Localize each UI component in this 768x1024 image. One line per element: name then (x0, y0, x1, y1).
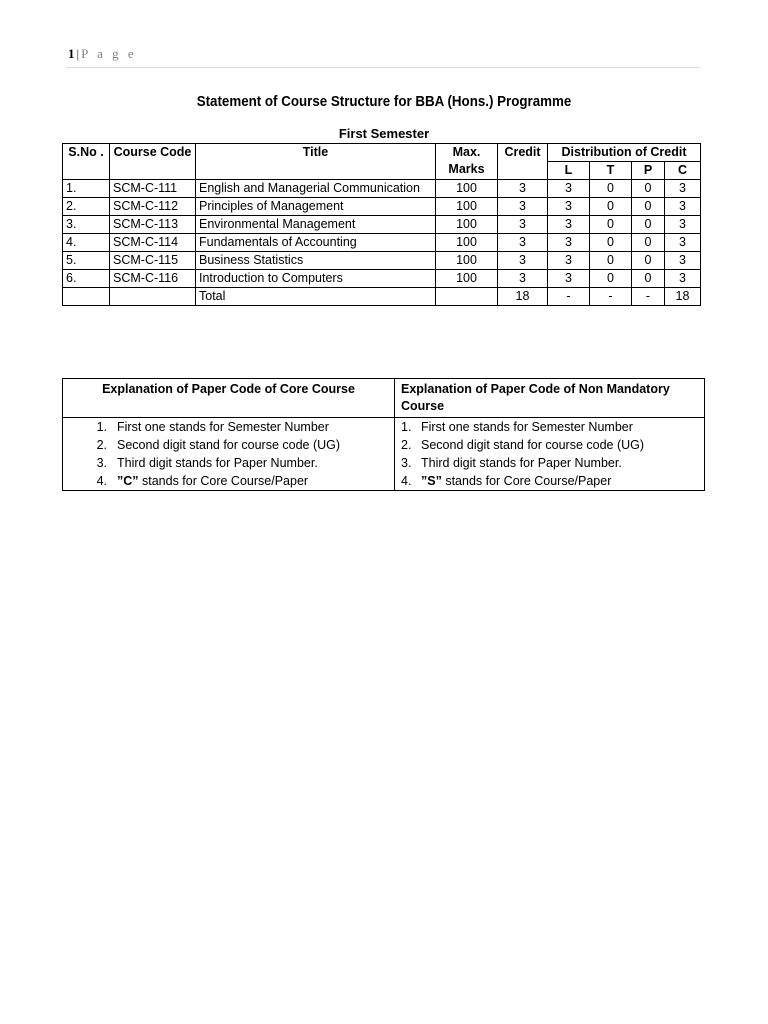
list-number: 2. (96, 438, 107, 452)
list-text: Third digit stands for Paper Number. (117, 456, 318, 470)
list-number: 4. (401, 474, 412, 488)
cell-credit: 3 (498, 198, 548, 216)
header-p: P (632, 162, 665, 180)
document-title: Statement of Course Structure for BBA (Hons.) Programme (196, 94, 572, 110)
table-row (63, 180, 701, 198)
cell-code: SCM-C-113 (110, 216, 196, 234)
cell-title: Principles of Management (196, 198, 436, 216)
cell-credit: 3 (498, 270, 548, 288)
table-row (63, 270, 701, 288)
cell-credit: 3 (498, 234, 548, 252)
table-row (63, 252, 701, 270)
cell-l: 3 (548, 234, 590, 252)
cell-l: - (548, 288, 590, 306)
cell-code (110, 288, 196, 306)
cell-marks: 100 (436, 252, 498, 270)
course-table-body (63, 180, 701, 306)
cell-code: SCM-C-115 (110, 252, 196, 270)
cell-l: 3 (548, 198, 590, 216)
cell-c: 3 (665, 216, 701, 234)
total-row (63, 288, 701, 306)
cell-c: 3 (665, 270, 701, 288)
cell-p: 0 (632, 216, 665, 234)
header-t: T (590, 162, 632, 180)
cell-sno: 2. (63, 198, 110, 216)
page-separator: | (76, 46, 80, 61)
list-item (69, 472, 388, 490)
cell-title: English and Managerial Communication (196, 180, 436, 198)
cell-c: 18 (665, 288, 701, 306)
list-number: 4. (96, 474, 107, 488)
header-title: Title (196, 144, 436, 180)
list-text: First one stands for Semester Number (421, 420, 633, 434)
cell-title: Business Statistics (196, 252, 436, 270)
code-letter: ”C” (117, 474, 139, 488)
list-item (401, 418, 698, 436)
list-text: Third digit stands for Paper Number. (421, 456, 622, 470)
header-c: C (665, 162, 701, 180)
page-number: 1 (68, 46, 75, 61)
cell-code: SCM-C-112 (110, 198, 196, 216)
cell-t: 0 (590, 180, 632, 198)
header-l: L (548, 162, 590, 180)
cell-p: 0 (632, 252, 665, 270)
cell-c: 3 (665, 252, 701, 270)
list-item (401, 454, 698, 472)
header-credit: Credit (498, 144, 548, 180)
cell-title: Total (196, 288, 436, 306)
cell-marks: 100 (436, 180, 498, 198)
cell-t: 0 (590, 198, 632, 216)
cell-sno: 5. (63, 252, 110, 270)
cell-sno: 6. (63, 270, 110, 288)
cell-t: 0 (590, 252, 632, 270)
header-course-code: Course Code (110, 144, 196, 180)
list-text: Second digit stand for course code (UG) (421, 438, 645, 452)
cell-title: Fundamentals of Accounting (196, 234, 436, 252)
non-mandatory-list (401, 418, 698, 490)
list-text: stands for Core Course/Paper (441, 474, 612, 488)
cell-t: - (590, 288, 632, 306)
cell-p: 0 (632, 234, 665, 252)
cell-sno (63, 288, 110, 306)
cell-credit: 3 (498, 216, 548, 234)
list-item (69, 436, 388, 454)
list-item (69, 418, 388, 436)
cell-code: SCM-C-114 (110, 234, 196, 252)
non-mandatory-cell (395, 418, 705, 491)
cell-sno: 1. (63, 180, 110, 198)
cell-l: 3 (548, 216, 590, 234)
list-number: 1. (401, 420, 412, 434)
cell-marks: 100 (436, 198, 498, 216)
header-distribution: Distribution of Credit (548, 144, 701, 162)
cell-c: 3 (665, 180, 701, 198)
cell-p: - (632, 288, 665, 306)
cell-c: 3 (665, 234, 701, 252)
cell-sno: 4. (63, 234, 110, 252)
cell-code: SCM-C-116 (110, 270, 196, 288)
list-number: 3. (401, 456, 412, 470)
course-structure-table (62, 143, 701, 306)
list-number: 2. (401, 438, 412, 452)
cell-marks (436, 288, 498, 306)
semester-title: First Semester (338, 126, 430, 141)
list-item (401, 436, 698, 454)
cell-l: 3 (548, 180, 590, 198)
non-mandatory-header: Explanation of Paper Code of Non Mandatory Course (395, 379, 705, 418)
cell-marks: 100 (436, 216, 498, 234)
core-course-list (69, 418, 388, 490)
cell-c: 3 (665, 198, 701, 216)
cell-marks: 100 (436, 234, 498, 252)
list-number: 3. (96, 456, 107, 470)
header-divider (66, 67, 700, 68)
list-number: 1. (96, 420, 107, 434)
cell-sno: 3. (63, 216, 110, 234)
cell-credit: 3 (498, 180, 548, 198)
list-item (69, 454, 388, 472)
list-item (401, 472, 698, 490)
cell-p: 0 (632, 270, 665, 288)
cell-credit: 3 (498, 252, 548, 270)
table-row (63, 234, 701, 252)
page-label: P a g e (81, 46, 137, 61)
cell-p: 0 (632, 180, 665, 198)
core-course-header: Explanation of Paper Code of Core Course (63, 379, 395, 418)
cell-p: 0 (632, 198, 665, 216)
table-row (63, 216, 701, 234)
cell-title: Environmental Management (196, 216, 436, 234)
code-letter: ”S” (421, 474, 442, 488)
cell-t: 0 (590, 234, 632, 252)
list-text: stands for Core Course/Paper (138, 474, 309, 488)
explanation-table (62, 378, 705, 491)
cell-l: 3 (548, 252, 590, 270)
cell-l: 3 (548, 270, 590, 288)
table-row (63, 198, 701, 216)
list-text: Second digit stand for course code (UG) (117, 438, 341, 452)
cell-marks: 100 (436, 270, 498, 288)
cell-t: 0 (590, 216, 632, 234)
cell-credit: 18 (498, 288, 548, 306)
header-max-marks: Max. Marks (436, 144, 498, 180)
cell-t: 0 (590, 270, 632, 288)
cell-title: Introduction to Computers (196, 270, 436, 288)
core-course-cell (63, 418, 395, 491)
header-sno: S.No . (63, 144, 110, 180)
page-header (68, 46, 137, 62)
cell-code: SCM-C-111 (110, 180, 196, 198)
list-text: First one stands for Semester Number (117, 420, 329, 434)
